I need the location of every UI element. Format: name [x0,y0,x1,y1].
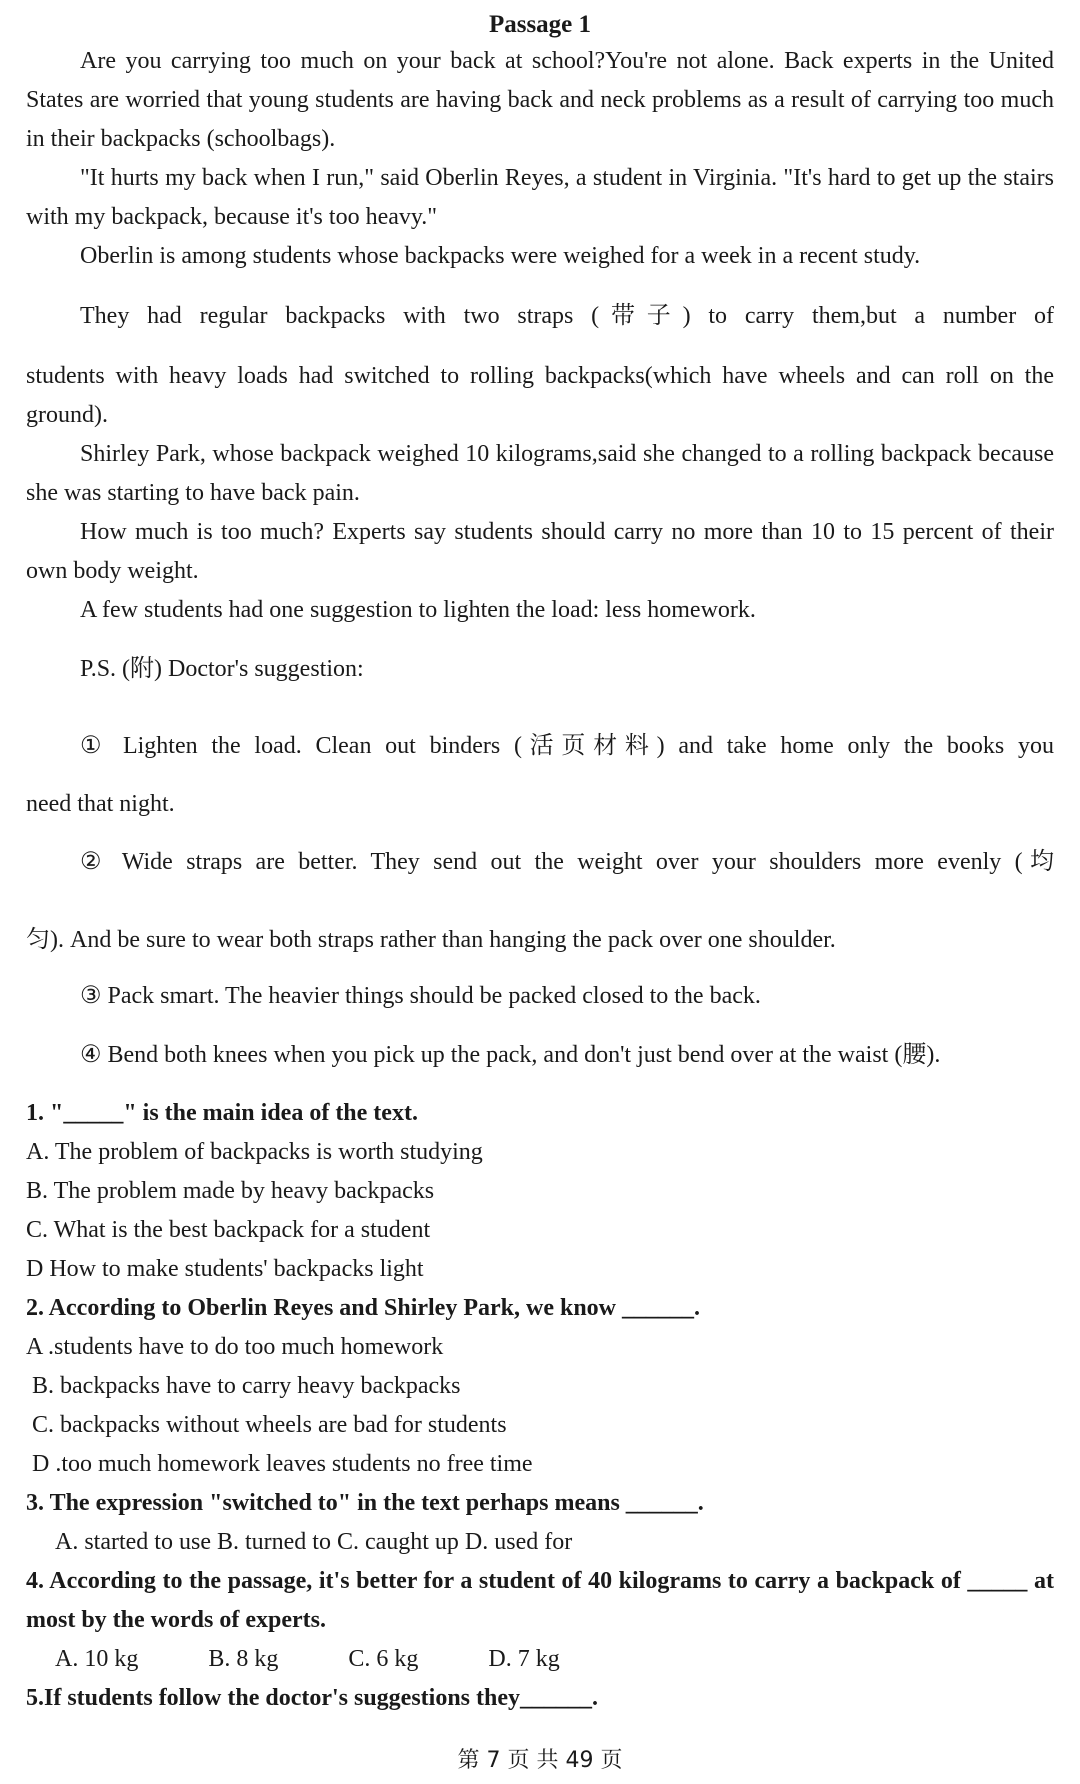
question-4-options [55,1640,630,1679]
question-3-options[interactable]: A. started to use B. turned to C. caught up D. used for [55,1529,573,1555]
question-2-option-a[interactable]: A .students have to do too much homework [26,1334,444,1360]
question-1-option-b[interactable]: B. The problem made by heavy backpacks [26,1178,435,1204]
question-1-option-a[interactable]: A. The problem of backpacks is worth studying [26,1139,483,1165]
question-2-option-c[interactable]: C. backpacks without wheels are bad for students [32,1412,507,1438]
paragraph-1: Are you carrying too much on your back at school?You're not alone. Back experts in the United States are worried that young students are having back and neck problems as a result of carrying too much in their backpacks (schoolbags). [26,48,1054,152]
paragraph-6: Shirley Park, whose backpack weighed 10 kilograms,said she changed to a rolling backpack because she was starting to have back pain. [26,441,1054,506]
question-2-stem: 2. According to Oberlin Reyes and Shirley Park, we know ______. [26,1295,701,1321]
question-4-option-b[interactable]: B. 8 kg [208,1646,279,1672]
paragraph-3: Oberlin is among students whose backpacks were weighed for a week in a recent study. [80,243,921,269]
question-4-stem: 4. According to the passage, it's better for a student of 40 kilograms to carry a backpack of _____ at most by the words of experts. [26,1568,1054,1633]
suggestion-1: ① Lighten the load. Clean out binders (活页材料) and take home only the books you [80,733,1054,759]
paragraph-7: How much is too much? Experts say students should carry no more than 10 to 15 percent of their own body weight. [26,519,1054,584]
question-2-option-b[interactable]: B. backpacks have to carry heavy backpacks [32,1373,461,1399]
paragraph-8: A few students had one suggestion to lighten the load: less homework. [80,597,756,623]
question-5-stem: 5.If students follow the doctor's suggestions they______. [26,1685,599,1711]
question-1-option-c[interactable]: C. What is the best backpack for a student [26,1217,431,1243]
question-2-option-d[interactable]: D .too much homework leaves students no free time [32,1451,533,1477]
suggestion-2: ② Wide straps are better. They send out the weight over your shoulders more evenly (均 [80,849,1054,875]
question-4-option-c[interactable]: C. 6 kg [348,1646,419,1672]
paragraph-2: "It hurts my back when I run," said Oberlin Reyes, a student in Virginia. "It's hard to get up the stairs with my backpack, because it's too heavy." [26,165,1054,230]
passage-title: Passage 1 [488,11,592,38]
question-1-stem: 1. "_____" is the main idea of the text. [26,1100,418,1126]
question-4-option-d[interactable]: D. 7 kg [488,1646,560,1672]
page-number-footer: 第 7 页 共 49 页 [457,1748,623,1773]
paragraph-4: They had regular backpacks with two straps (带子) to carry them,but a number of [80,303,1054,329]
paragraph-5: students with heavy loads had switched to rolling backpacks(which have wheels and can roll on the ground). [26,363,1054,428]
suggestion-1-continued: need that night. [26,791,175,817]
question-4-option-a[interactable]: A. 10 kg [55,1646,139,1672]
suggestion-2-continued: 匀). And be sure to wear both straps rather than hanging the pack over one shoulder. [26,927,836,953]
suggestion-3: ③ Pack smart. The heavier things should be packed closed to the back. [80,983,761,1009]
question-1-option-d[interactable]: D How to make students' backpacks light [26,1256,424,1282]
suggestion-4: ④ Bend both knees when you pick up the pack, and don't just bend over at the waist (腰). [80,1042,941,1068]
ps-heading: P.S. (附) Doctor's suggestion: [80,656,364,682]
question-3-stem: 3. The expression "switched to" in the text perhaps means ______. [26,1490,704,1516]
